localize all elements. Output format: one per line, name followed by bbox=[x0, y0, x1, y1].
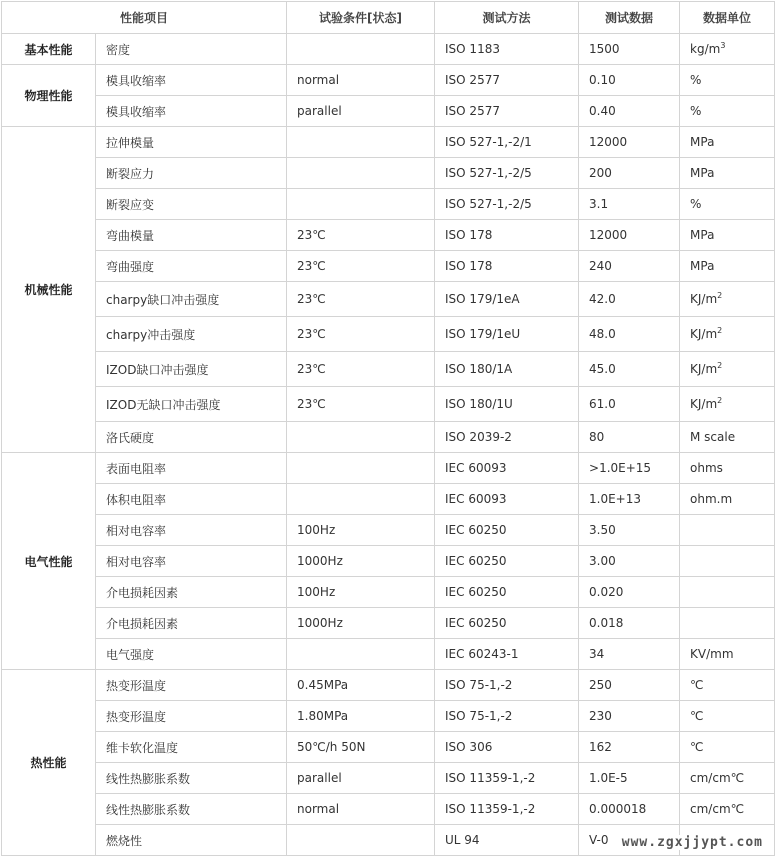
value-cell: 1500 bbox=[579, 34, 680, 65]
method-cell: ISO 11359-1,-2 bbox=[435, 794, 579, 825]
unit-cell bbox=[680, 127, 775, 158]
method-cell: IEC 60250 bbox=[435, 515, 579, 546]
condition-cell: 1000Hz bbox=[287, 546, 435, 577]
unit-text: KJ/m bbox=[690, 362, 718, 376]
condition-cell: 23℃ bbox=[287, 220, 435, 251]
property-cell: 表面电阻率 bbox=[96, 453, 287, 484]
method-cell: ISO 180/1U bbox=[435, 387, 579, 422]
unit-text: ℃ bbox=[690, 678, 704, 692]
unit-cell bbox=[680, 317, 775, 352]
method-cell: ISO 2577 bbox=[435, 65, 579, 96]
value-cell: 230 bbox=[579, 701, 680, 732]
table-row bbox=[2, 282, 775, 317]
value-cell: >1.0E+15 bbox=[579, 453, 680, 484]
method-cell: ISO 2577 bbox=[435, 96, 579, 127]
value-cell: V-0 bbox=[579, 825, 680, 856]
unit-cell bbox=[680, 189, 775, 220]
method-cell: IEC 60250 bbox=[435, 546, 579, 577]
value-cell: 61.0 bbox=[579, 387, 680, 422]
property-cell: 体积电阻率 bbox=[96, 484, 287, 515]
table-row bbox=[2, 484, 775, 515]
table-row bbox=[2, 158, 775, 189]
unit-cell bbox=[680, 484, 775, 515]
value-cell: 250 bbox=[579, 670, 680, 701]
unit-cell bbox=[680, 546, 775, 577]
property-cell: 弯曲强度 bbox=[96, 251, 287, 282]
value-cell: 45.0 bbox=[579, 352, 680, 387]
property-cell: 洛氏硬度 bbox=[96, 422, 287, 453]
table-row bbox=[2, 352, 775, 387]
unit-cell bbox=[680, 352, 775, 387]
unit-text: % bbox=[690, 197, 702, 211]
condition-cell bbox=[287, 484, 435, 515]
property-cell: 断裂应变 bbox=[96, 189, 287, 220]
value-cell: 3.1 bbox=[579, 189, 680, 220]
table-row bbox=[2, 422, 775, 453]
condition-cell bbox=[287, 189, 435, 220]
condition-cell bbox=[287, 158, 435, 189]
unit-cell bbox=[680, 701, 775, 732]
method-cell: ISO 527-1,-2/1 bbox=[435, 127, 579, 158]
value-cell: 80 bbox=[579, 422, 680, 453]
property-cell: 维卡软化温度 bbox=[96, 732, 287, 763]
method-cell: ISO 306 bbox=[435, 732, 579, 763]
unit-text: ℃ bbox=[690, 740, 704, 754]
method-cell: ISO 178 bbox=[435, 220, 579, 251]
unit-text: ℃ bbox=[690, 709, 704, 723]
method-cell: ISO 11359-1,-2 bbox=[435, 763, 579, 794]
unit-cell bbox=[680, 158, 775, 189]
table-row bbox=[2, 317, 775, 352]
property-cell: 电气强度 bbox=[96, 639, 287, 670]
unit-text: MPa bbox=[690, 259, 715, 273]
table-row bbox=[2, 763, 775, 794]
unit-cell bbox=[680, 96, 775, 127]
condition-cell: normal bbox=[287, 65, 435, 96]
unit-cell bbox=[680, 453, 775, 484]
value-cell: 200 bbox=[579, 158, 680, 189]
condition-cell bbox=[287, 34, 435, 65]
unit-exponent: 2 bbox=[717, 291, 723, 300]
unit-text: ohms bbox=[690, 461, 723, 475]
header-method: 测试方法 bbox=[435, 2, 579, 34]
unit-cell bbox=[680, 282, 775, 317]
method-cell: ISO 75-1,-2 bbox=[435, 701, 579, 732]
table-row bbox=[2, 189, 775, 220]
unit-text: % bbox=[690, 73, 702, 87]
condition-cell: 23℃ bbox=[287, 387, 435, 422]
property-cell: 热变形温度 bbox=[96, 670, 287, 701]
method-cell: ISO 1183 bbox=[435, 34, 579, 65]
category-cell: 机械性能 bbox=[2, 127, 96, 453]
unit-cell bbox=[680, 794, 775, 825]
unit-text: cm/cm℃ bbox=[690, 771, 745, 785]
table-row bbox=[2, 127, 775, 158]
condition-cell: 23℃ bbox=[287, 282, 435, 317]
category-cell: 电气性能 bbox=[2, 453, 96, 670]
unit-text: ohm.m bbox=[690, 492, 733, 506]
method-cell: IEC 60093 bbox=[435, 453, 579, 484]
method-cell: ISO 75-1,-2 bbox=[435, 670, 579, 701]
unit-text: KJ/m bbox=[690, 327, 718, 341]
table-row bbox=[2, 608, 775, 639]
method-cell: ISO 2039-2 bbox=[435, 422, 579, 453]
method-cell: UL 94 bbox=[435, 825, 579, 856]
unit-cell bbox=[680, 577, 775, 608]
property-cell: 相对电容率 bbox=[96, 546, 287, 577]
unit-text: KJ/m bbox=[690, 292, 718, 306]
property-cell: 相对电容率 bbox=[96, 515, 287, 546]
unit-cell bbox=[680, 670, 775, 701]
property-cell: 模具收缩率 bbox=[96, 96, 287, 127]
unit-cell bbox=[680, 422, 775, 453]
watermark: www.zgxjjypt.com bbox=[621, 835, 763, 850]
property-cell: charpy缺口冲击强度 bbox=[96, 282, 287, 317]
unit-exponent: 2 bbox=[717, 396, 723, 405]
value-cell: 3.00 bbox=[579, 546, 680, 577]
unit-text: cm/cm℃ bbox=[690, 802, 745, 816]
property-cell: 断裂应力 bbox=[96, 158, 287, 189]
property-cell: charpy冲击强度 bbox=[96, 317, 287, 352]
condition-cell: 100Hz bbox=[287, 577, 435, 608]
property-cell: 弯曲模量 bbox=[96, 220, 287, 251]
value-cell: 12000 bbox=[579, 127, 680, 158]
header-property: 性能项目 bbox=[2, 2, 287, 34]
unit-text: MPa bbox=[690, 228, 715, 242]
value-cell: 240 bbox=[579, 251, 680, 282]
table-row bbox=[2, 577, 775, 608]
table-row bbox=[2, 639, 775, 670]
condition-cell: 50℃/h 50N bbox=[287, 732, 435, 763]
unit-text: MPa bbox=[690, 135, 715, 149]
header-row bbox=[2, 2, 775, 34]
condition-cell: 1.80MPa bbox=[287, 701, 435, 732]
condition-cell bbox=[287, 639, 435, 670]
unit-text: KJ/m bbox=[690, 397, 718, 411]
table-row bbox=[2, 670, 775, 701]
table-row bbox=[2, 515, 775, 546]
category-cell: 热性能 bbox=[2, 670, 96, 856]
category-cell: 基本性能 bbox=[2, 34, 96, 65]
table-row bbox=[2, 65, 775, 96]
property-cell: 模具收缩率 bbox=[96, 65, 287, 96]
value-cell: 42.0 bbox=[579, 282, 680, 317]
table-row bbox=[2, 220, 775, 251]
condition-cell: 100Hz bbox=[287, 515, 435, 546]
unit-cell bbox=[680, 608, 775, 639]
condition-cell: 23℃ bbox=[287, 251, 435, 282]
table-row bbox=[2, 251, 775, 282]
unit-cell bbox=[680, 515, 775, 546]
condition-cell: normal bbox=[287, 794, 435, 825]
unit-text: MPa bbox=[690, 166, 715, 180]
table-row bbox=[2, 387, 775, 422]
property-cell: 线性热膨胀系数 bbox=[96, 763, 287, 794]
unit-text: % bbox=[690, 104, 702, 118]
method-cell: ISO 180/1A bbox=[435, 352, 579, 387]
method-cell: ISO 179/1eU bbox=[435, 317, 579, 352]
condition-cell: parallel bbox=[287, 763, 435, 794]
method-cell: IEC 60250 bbox=[435, 608, 579, 639]
value-cell: 1.0E+13 bbox=[579, 484, 680, 515]
condition-cell bbox=[287, 127, 435, 158]
condition-cell bbox=[287, 825, 435, 856]
unit-exponent: 3 bbox=[720, 41, 726, 50]
value-cell: 0.020 bbox=[579, 577, 680, 608]
category-cell: 物理性能 bbox=[2, 65, 96, 127]
unit-cell bbox=[680, 639, 775, 670]
value-cell: 1.0E-5 bbox=[579, 763, 680, 794]
method-cell: ISO 179/1eA bbox=[435, 282, 579, 317]
condition-cell: parallel bbox=[287, 96, 435, 127]
value-cell: 0.018 bbox=[579, 608, 680, 639]
value-cell: 0.40 bbox=[579, 96, 680, 127]
unit-cell bbox=[680, 34, 775, 65]
property-cell: IZOD无缺口冲击强度 bbox=[96, 387, 287, 422]
unit-exponent: 2 bbox=[717, 361, 723, 370]
property-cell: 线性热膨胀系数 bbox=[96, 794, 287, 825]
property-cell: IZOD缺口冲击强度 bbox=[96, 352, 287, 387]
condition-cell bbox=[287, 422, 435, 453]
value-cell: 162 bbox=[579, 732, 680, 763]
unit-cell bbox=[680, 65, 775, 96]
unit-cell bbox=[680, 251, 775, 282]
method-cell: ISO 178 bbox=[435, 251, 579, 282]
property-cell: 密度 bbox=[96, 34, 287, 65]
unit-text: KV/mm bbox=[690, 647, 734, 661]
value-cell: 34 bbox=[579, 639, 680, 670]
property-cell: 介电损耗因素 bbox=[96, 608, 287, 639]
table-row bbox=[2, 794, 775, 825]
table-row bbox=[2, 732, 775, 763]
table-body bbox=[2, 34, 775, 856]
table-row bbox=[2, 453, 775, 484]
unit-text: M scale bbox=[690, 430, 736, 444]
value-cell: 0.10 bbox=[579, 65, 680, 96]
condition-cell: 23℃ bbox=[287, 352, 435, 387]
condition-cell: 23℃ bbox=[287, 317, 435, 352]
method-cell: IEC 60243-1 bbox=[435, 639, 579, 670]
header-condition: 试验条件[状态] bbox=[287, 2, 435, 34]
value-cell: 12000 bbox=[579, 220, 680, 251]
method-cell: IEC 60250 bbox=[435, 577, 579, 608]
value-cell: 0.000018 bbox=[579, 794, 680, 825]
unit-exponent: 2 bbox=[717, 326, 723, 335]
condition-cell bbox=[287, 453, 435, 484]
property-cell: 热变形温度 bbox=[96, 701, 287, 732]
unit-cell bbox=[680, 732, 775, 763]
property-cell: 介电损耗因素 bbox=[96, 577, 287, 608]
unit-cell bbox=[680, 387, 775, 422]
property-cell: 拉伸模量 bbox=[96, 127, 287, 158]
table-row bbox=[2, 34, 775, 65]
value-cell: 3.50 bbox=[579, 515, 680, 546]
unit-text: kg/m bbox=[690, 42, 721, 56]
unit-cell bbox=[680, 763, 775, 794]
condition-cell: 1000Hz bbox=[287, 608, 435, 639]
condition-cell: 0.45MPa bbox=[287, 670, 435, 701]
unit-cell bbox=[680, 220, 775, 251]
table-row bbox=[2, 546, 775, 577]
table-row bbox=[2, 701, 775, 732]
method-cell: ISO 527-1,-2/5 bbox=[435, 189, 579, 220]
header-value: 测试数据 bbox=[579, 2, 680, 34]
method-cell: IEC 60093 bbox=[435, 484, 579, 515]
table-row bbox=[2, 96, 775, 127]
property-cell: 燃烧性 bbox=[96, 825, 287, 856]
header-unit: 数据单位 bbox=[680, 2, 775, 34]
value-cell: 48.0 bbox=[579, 317, 680, 352]
method-cell: ISO 527-1,-2/5 bbox=[435, 158, 579, 189]
properties-table bbox=[1, 1, 775, 856]
